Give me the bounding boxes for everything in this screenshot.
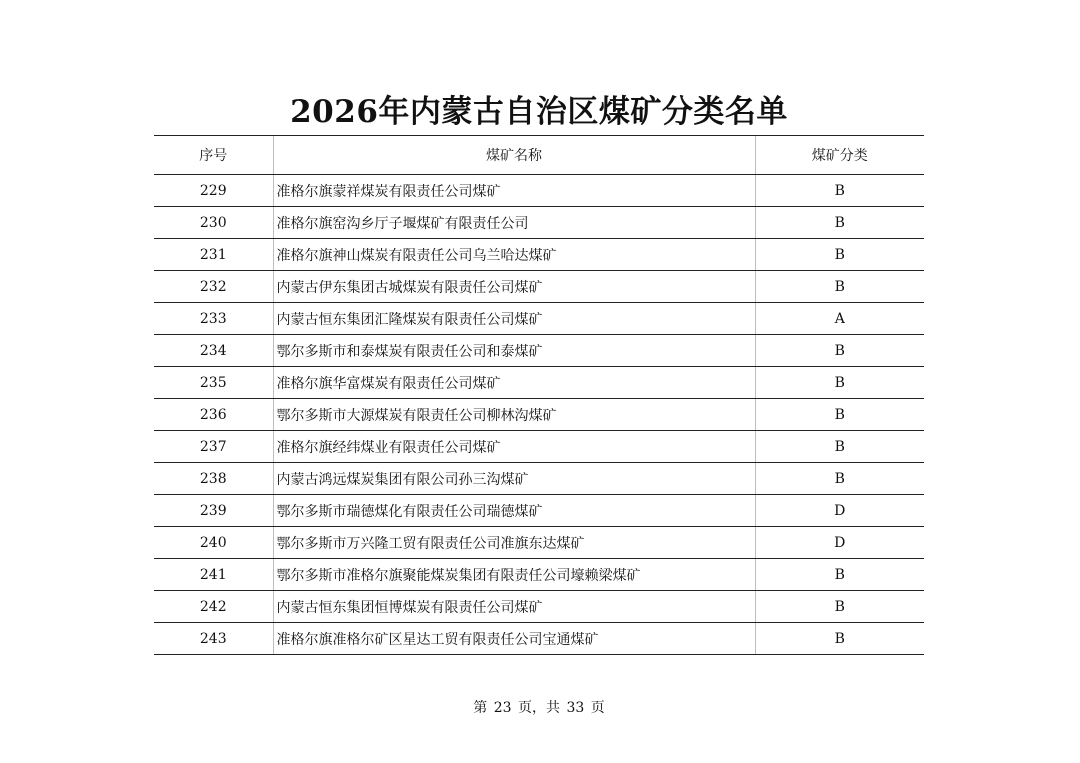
row-serial-number: 230 [154,207,273,239]
row-mine-class: B [755,559,924,591]
table-row [154,431,924,463]
row-serial-number: 238 [154,463,273,495]
row-serial-number: 232 [154,271,273,303]
row-mine-class: B [755,367,924,399]
row-mine-class: B [755,431,924,463]
row-mine-name: 准格尔旗蒙祥煤炭有限责任公司煤矿 [273,175,755,207]
header-serial-number: 序号 [154,136,273,175]
header-mine-name: 煤矿名称 [273,136,755,175]
row-mine-class: A [755,303,924,335]
header-mine-class: 煤矿分类 [755,136,924,175]
row-serial-number: 242 [154,591,273,623]
table-row [154,623,924,655]
row-mine-class: B [755,463,924,495]
row-serial-number: 233 [154,303,273,335]
row-mine-name: 内蒙古鸿远煤炭集团有限公司孙三沟煤矿 [273,463,755,495]
row-serial-number: 237 [154,431,273,463]
row-mine-name: 内蒙古伊东集团古城煤炭有限责任公司煤矿 [273,271,755,303]
table-row [154,175,924,207]
page-number-footer: 第 23 页，共 33 页 [473,700,605,716]
row-serial-number: 243 [154,623,273,655]
row-mine-class: B [755,271,924,303]
row-serial-number: 240 [154,527,273,559]
table-header-row [154,136,924,175]
row-mine-name: 鄂尔多斯市大源煤炭有限责任公司柳林沟煤矿 [273,399,755,431]
row-serial-number: 229 [154,175,273,207]
row-mine-name: 准格尔旗准格尔矿区星达工贸有限责任公司宝通煤矿 [273,623,755,655]
row-mine-name: 准格尔旗经纬煤业有限责任公司煤矿 [273,431,755,463]
row-serial-number: 236 [154,399,273,431]
row-mine-name: 鄂尔多斯市准格尔旗聚能煤炭集团有限责任公司壕赖梁煤矿 [273,559,755,591]
table-row [154,527,924,559]
row-mine-name: 准格尔旗华富煤炭有限责任公司煤矿 [273,367,755,399]
table-row [154,591,924,623]
table-row [154,495,924,527]
row-serial-number: 234 [154,335,273,367]
row-mine-class: B [755,591,924,623]
table-row [154,207,924,239]
row-serial-number: 239 [154,495,273,527]
table-row [154,303,924,335]
row-serial-number: 231 [154,239,273,271]
row-mine-class: D [755,495,924,527]
row-mine-name: 准格尔旗窑沟乡厅子堰煤矿有限责任公司 [273,207,755,239]
row-mine-class: B [755,175,924,207]
row-serial-number: 241 [154,559,273,591]
table-row [154,335,924,367]
page-title: 2026年内蒙古自治区煤矿分类名单 [290,94,788,130]
row-mine-name: 准格尔旗神山煤炭有限责任公司乌兰哈达煤矿 [273,239,755,271]
row-mine-class: B [755,399,924,431]
table-row [154,399,924,431]
row-mine-class: B [755,207,924,239]
row-mine-name: 鄂尔多斯市瑞德煤化有限责任公司瑞德煤矿 [273,495,755,527]
row-mine-name: 内蒙古恒东集团恒博煤炭有限责任公司煤矿 [273,591,755,623]
row-mine-class: B [755,623,924,655]
row-mine-name: 鄂尔多斯市万兴隆工贸有限责任公司准旗东达煤矿 [273,527,755,559]
table-row [154,463,924,495]
row-mine-class: B [755,239,924,271]
table-row [154,559,924,591]
row-mine-name: 内蒙古恒东集团汇隆煤炭有限责任公司煤矿 [273,303,755,335]
coal-mine-table [154,135,924,655]
row-serial-number: 235 [154,367,273,399]
table-row [154,239,924,271]
table-row [154,271,924,303]
table-row [154,367,924,399]
row-mine-name: 鄂尔多斯市和泰煤炭有限责任公司和泰煤矿 [273,335,755,367]
row-mine-class: D [755,527,924,559]
row-mine-class: B [755,335,924,367]
